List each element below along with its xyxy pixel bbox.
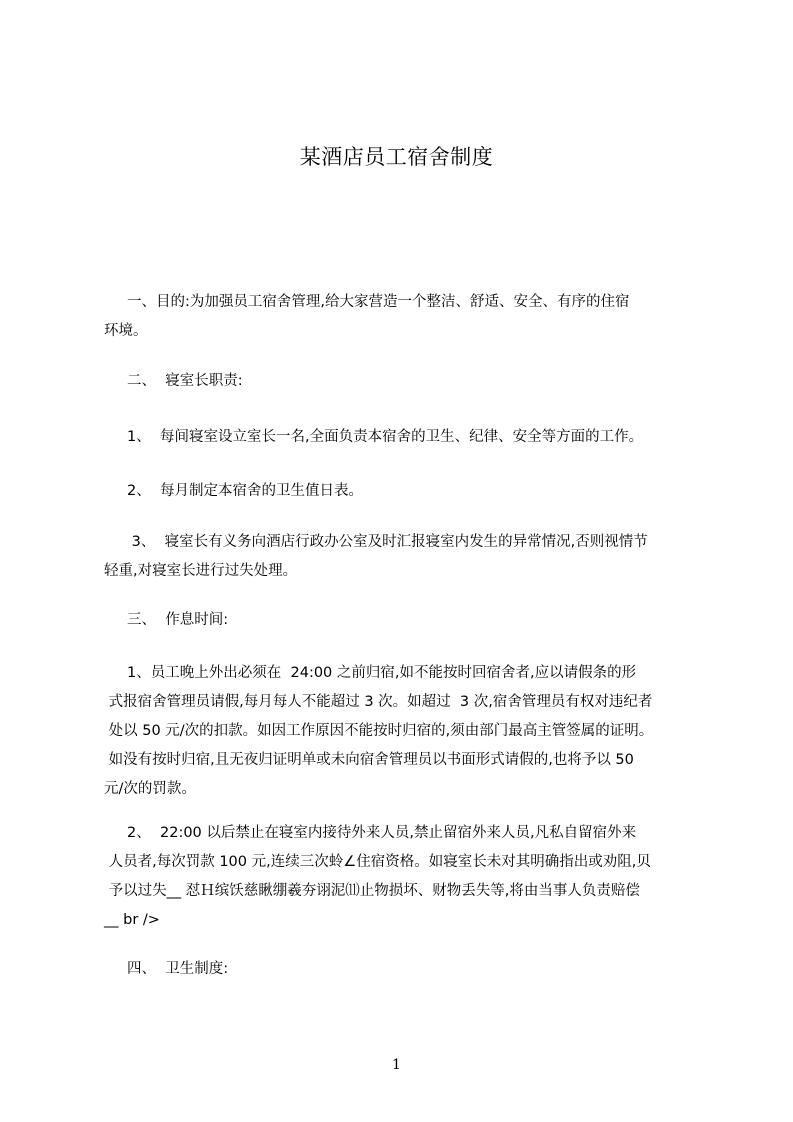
section-schedule-rule-1	[104, 659, 704, 804]
section-hygiene-heading	[104, 955, 704, 984]
paragraph-line: 2、 22:00 以后禁止在寝室内接待外来人员,禁止留宿外来人员,凡私自留宿外来	[104, 825, 637, 841]
section-leader-duty-1	[104, 423, 704, 452]
paragraph-line: 3、 寝室长有义务向酒店行政办公室及时汇报寝室内发生的异常情况,否则视情节	[104, 534, 648, 550]
page-number: 1	[392, 1057, 401, 1073]
paragraph-line: 1、员工晚上外出必须在 24:00 之前归宿,如不能按时回宿舍者,应以请假条的形	[104, 665, 637, 681]
section-heading: 四、 卫生制度:	[104, 961, 229, 977]
paragraph-line: 环境。	[104, 323, 148, 339]
section-schedule-heading	[104, 606, 704, 635]
paragraph-line: 轻重,对寝室长进行过失处理。	[104, 563, 298, 579]
paragraph-line: 如没有按时归宿,且无夜归证明单或未向宿舍管理员以书面形式请假的,也将予以 50	[104, 752, 634, 768]
paragraph-line: 2、 每月制定本宿舍的卫生值日表。	[104, 483, 363, 499]
paragraph-line: __ br />	[104, 912, 160, 928]
paragraph-line: 1、 每间寝室设立室长一名,全面负责本宿舍的卫生、纪律、安全等方面的工作。	[104, 429, 644, 445]
section-leader-duty-3	[104, 528, 704, 586]
paragraph-line: 予以过失__ 怼Ｈ缤饫慈瞅绷羲夯诩泥⑾止物损坏、财物丢失等,将由当事人负责赔偿	[104, 883, 640, 899]
paragraph-line: 元/次的罚款。	[104, 781, 196, 797]
section-purpose	[104, 288, 704, 346]
section-heading: 二、 寝室长职责:	[104, 373, 243, 389]
section-heading: 三、 作息时间:	[104, 612, 229, 628]
paragraph-line: 一、目的:为加强员工宿舍管理,给大家营造一个整洁、舒适、安全、有序的住宿	[104, 294, 630, 310]
section-dorm-leader-heading	[104, 367, 704, 396]
section-schedule-rule-2	[104, 819, 704, 935]
document-title: 某酒店员工宿舍制度	[299, 145, 494, 169]
paragraph-line: 式报宿舍管理员请假,每月每人不能超过 3 次。如超过 3 次,宿舍管理员有权对违纪者	[104, 694, 653, 710]
paragraph-line: 人员者,每次罚款 100 元,连续三次蛉∠住宿资格。如寝室长未对其明确指出或劝阻,贝	[104, 854, 651, 870]
paragraph-line: 处以 50 元/次的扣款。如因工作原因不能按时归宿的,须由部门最高主管签属的证明。	[104, 723, 654, 739]
section-leader-duty-2	[104, 477, 704, 506]
